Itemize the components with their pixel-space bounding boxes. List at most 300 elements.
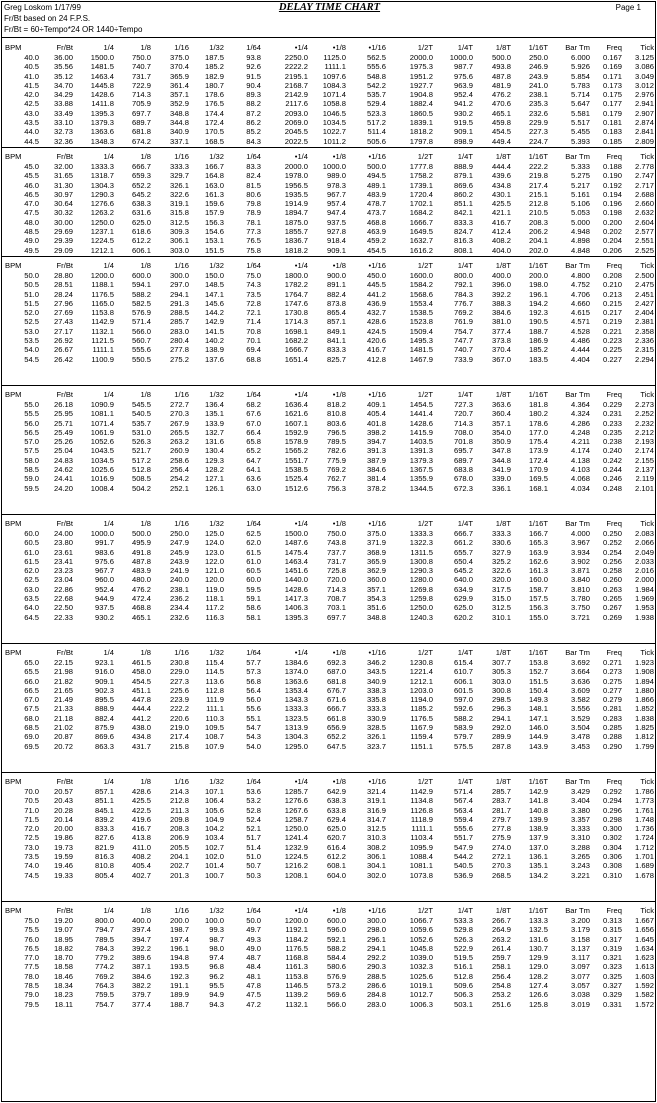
column-header: 1/8 bbox=[140, 43, 151, 52]
table-cell: 412.4 bbox=[491, 227, 511, 237]
table-row bbox=[2, 53, 655, 62]
table-cell: 115.4 bbox=[205, 658, 224, 667]
table-cell: 114.5 bbox=[205, 667, 224, 677]
table-cell: 505.6 bbox=[366, 136, 386, 146]
table-cell: 267.9 bbox=[169, 418, 189, 428]
column-header: •1/4 bbox=[294, 648, 308, 657]
column-header: 1/4T bbox=[457, 43, 473, 52]
table-cell: 645.2 bbox=[453, 566, 473, 576]
block-divider bbox=[2, 772, 655, 773]
table-cell: 75.0 bbox=[246, 271, 261, 280]
table-cell: 52.8 bbox=[246, 805, 261, 815]
table-cell: 290.3 bbox=[366, 962, 386, 972]
column-header: 1/8 bbox=[140, 648, 151, 657]
table-cell: 19.07 bbox=[53, 925, 73, 935]
table-cell: 1428.6 bbox=[409, 418, 433, 428]
table-cell: 1415.9 bbox=[409, 427, 433, 437]
table-row bbox=[2, 723, 655, 732]
table-cell: 270.3 bbox=[169, 409, 189, 419]
table-cell: 20.14 bbox=[53, 814, 73, 824]
table-cell: 265.5 bbox=[169, 427, 189, 437]
table-cell: 200.0 bbox=[528, 271, 548, 280]
table-cell: 336.1 bbox=[491, 483, 511, 493]
table-cell: 47.0 bbox=[24, 199, 39, 209]
table-cell: 714.3 bbox=[326, 584, 346, 594]
table-cell: 1.761 bbox=[634, 805, 654, 815]
table-cell: 642.9 bbox=[326, 787, 346, 796]
table-cell: 666.7 bbox=[131, 162, 151, 171]
table-cell: 252.1 bbox=[169, 483, 189, 493]
table-cell: 1682.2 bbox=[284, 336, 308, 346]
table-cell: 1353.4 bbox=[284, 685, 308, 695]
table-cell: 292.2 bbox=[366, 953, 386, 963]
table-cell: 119.0 bbox=[205, 584, 224, 594]
table-cell: 72.0 bbox=[24, 824, 39, 834]
table-cell: 2.294 bbox=[634, 354, 654, 364]
table-cell: 1391.3 bbox=[409, 446, 433, 456]
table-cell: 1184.2 bbox=[285, 934, 308, 944]
table-cell: 1142.9 bbox=[410, 787, 433, 796]
table-cell: 157.5 bbox=[528, 594, 548, 604]
table-cell: 53.0 bbox=[24, 326, 39, 336]
table-cell: 563.4 bbox=[453, 805, 473, 815]
table-cell: 851.1 bbox=[453, 199, 473, 209]
table-cell: 567.4 bbox=[453, 796, 473, 806]
table-cell: 146.0 bbox=[528, 723, 548, 733]
table-cell: 317.5 bbox=[491, 584, 511, 594]
table-cell: 210.5 bbox=[528, 208, 548, 218]
table-cell: 701.8 bbox=[453, 437, 473, 447]
column-header: 1/8T bbox=[495, 519, 511, 528]
table-cell: 227.3 bbox=[169, 676, 189, 686]
table-cell: 1.923 bbox=[634, 658, 654, 667]
table-cell: 62.5 bbox=[246, 529, 261, 538]
table-cell: 169.5 bbox=[528, 474, 548, 484]
column-header: Freq bbox=[606, 648, 622, 657]
table-cell: 416.7 bbox=[366, 345, 386, 355]
table-cell: 68.5 bbox=[24, 723, 39, 733]
table-cell: 192.3 bbox=[528, 308, 548, 318]
column-header: 1/2T bbox=[417, 152, 433, 161]
table-cell: 348.8 bbox=[169, 108, 189, 118]
table-cell: 849.1 bbox=[326, 326, 346, 336]
table-cell: 180.7 bbox=[204, 80, 224, 90]
column-header: Fr/Bt bbox=[56, 152, 73, 161]
header-row bbox=[2, 648, 655, 658]
table-cell: 0.327 bbox=[602, 981, 622, 991]
table-cell: 32.36 bbox=[53, 136, 73, 146]
table-cell: 394.7 bbox=[131, 934, 151, 944]
table-cell: 26.42 bbox=[53, 354, 73, 364]
table-cell: 77.0 bbox=[24, 953, 39, 963]
table-cell: 215.1 bbox=[528, 189, 548, 199]
table-cell: 71.0 bbox=[24, 805, 39, 815]
table-cell: 72.8 bbox=[246, 298, 261, 308]
table-cell: 79.5 bbox=[24, 999, 39, 1009]
table-cell: 4.324 bbox=[570, 409, 590, 419]
table-cell: 0.248 bbox=[602, 483, 622, 493]
table-cell: 1032.3 bbox=[409, 962, 433, 972]
table-cell: 76.0 bbox=[24, 934, 39, 944]
delay-table bbox=[2, 152, 655, 255]
table-cell: 132.7 bbox=[204, 427, 224, 437]
table-cell: 0.304 bbox=[602, 842, 622, 852]
table-cell: 0.252 bbox=[602, 538, 622, 548]
table-cell: 416.7 bbox=[491, 217, 511, 227]
table-cell: 126.1 bbox=[204, 483, 224, 493]
header-divider bbox=[2, 37, 655, 38]
table-cell: 1451.6 bbox=[284, 566, 308, 576]
table-cell: 20.00 bbox=[53, 824, 73, 834]
table-cell: 107.9 bbox=[204, 741, 224, 751]
table-cell: 66.0 bbox=[24, 676, 39, 686]
table-row bbox=[2, 446, 655, 455]
table-cell: 168.5 bbox=[204, 136, 224, 146]
table-row bbox=[2, 953, 655, 962]
table-cell: 2.336 bbox=[634, 336, 654, 346]
table-cell: 573.2 bbox=[326, 981, 346, 991]
table-cell: 638.3 bbox=[131, 199, 151, 209]
table-cell: 1.645 bbox=[634, 934, 654, 944]
table-cell: 110.3 bbox=[205, 713, 224, 723]
table-cell: 1417.3 bbox=[284, 594, 308, 604]
table-cell: 354.0 bbox=[491, 427, 511, 437]
table-cell: 58.5 bbox=[24, 465, 39, 475]
table-cell: 582.5 bbox=[131, 298, 151, 308]
table-cell: 1.689 bbox=[634, 861, 654, 871]
table-cell: 5.217 bbox=[570, 180, 590, 190]
column-header: •1/16 bbox=[368, 390, 386, 399]
table-cell: 0.192 bbox=[602, 180, 622, 190]
table-cell: 234.4 bbox=[169, 603, 189, 613]
table-cell: 229.0 bbox=[169, 667, 189, 677]
table-cell: 5.000 bbox=[570, 217, 590, 227]
table-cell: 240.0 bbox=[169, 575, 189, 585]
table-cell: 0.215 bbox=[602, 298, 622, 308]
table-cell: 652.2 bbox=[131, 180, 151, 190]
table-cell: 294.1 bbox=[491, 713, 511, 723]
table-cell: 45.0 bbox=[24, 162, 39, 171]
table-cell: 25.04 bbox=[53, 446, 73, 456]
table-cell: 425.5 bbox=[491, 199, 511, 209]
table-cell: 1584.2 bbox=[409, 280, 433, 290]
table-cell: 1875.0 bbox=[284, 217, 308, 227]
table-cell: 2.717 bbox=[634, 180, 654, 190]
table-cell: 1592.9 bbox=[284, 427, 308, 437]
table-row bbox=[2, 336, 655, 345]
table-cell: 18.95 bbox=[53, 934, 73, 944]
table-row bbox=[2, 557, 655, 566]
column-header: •1/4 bbox=[294, 43, 308, 52]
header-row bbox=[2, 261, 655, 271]
column-header: •1/4 bbox=[294, 261, 308, 270]
table-cell: 2250.0 bbox=[284, 53, 308, 62]
table-cell: 69.4 bbox=[246, 345, 261, 355]
table-cell: 333.3 bbox=[366, 704, 386, 714]
table-cell: 930.2 bbox=[453, 108, 473, 118]
table-cell: 1836.7 bbox=[284, 236, 308, 246]
table-cell: 272.1 bbox=[491, 852, 511, 862]
column-header: 1/4 bbox=[103, 43, 114, 52]
table-cell: 391.3 bbox=[366, 446, 386, 456]
table-row bbox=[2, 280, 655, 289]
delay-table bbox=[2, 777, 655, 880]
table-cell: 708.7 bbox=[326, 594, 346, 604]
table-cell: 571.4 bbox=[453, 787, 473, 796]
table-cell: 77.5 bbox=[24, 962, 39, 972]
table-cell: 1730.8 bbox=[284, 308, 308, 318]
table-cell: 45.5 bbox=[24, 171, 39, 181]
table-cell: 424.5 bbox=[366, 326, 386, 336]
table-cell: 3.077 bbox=[570, 971, 590, 981]
column-header: Fr/Bt bbox=[56, 906, 73, 915]
table-cell: 296.3 bbox=[491, 704, 511, 714]
table-cell: 288.5 bbox=[169, 308, 189, 318]
column-header: Bar Tm bbox=[565, 390, 590, 399]
table-cell: 1.838 bbox=[634, 713, 654, 723]
column-header: Tick bbox=[640, 906, 654, 915]
table-cell: 1739.1 bbox=[409, 180, 433, 190]
table-cell: 902.3 bbox=[94, 685, 114, 695]
block-divider bbox=[2, 901, 655, 902]
table-cell: 19.86 bbox=[53, 833, 73, 843]
table-cell: 4.948 bbox=[570, 227, 590, 237]
table-cell: 22.68 bbox=[53, 594, 73, 604]
table-cell: 264.9 bbox=[491, 925, 511, 935]
table-cell: 137.0 bbox=[528, 842, 548, 852]
table-cell: 762.7 bbox=[326, 474, 346, 484]
table-cell: 487.8 bbox=[131, 556, 151, 566]
table-cell: 1058.8 bbox=[322, 99, 346, 109]
column-header: 1/64 bbox=[246, 43, 261, 52]
table-cell: 68.8 bbox=[246, 354, 261, 364]
table-cell: 18.58 bbox=[53, 962, 73, 972]
table-cell: 63.0 bbox=[246, 483, 261, 493]
table-cell: 21.82 bbox=[53, 676, 73, 686]
table-cell: 1052.6 bbox=[409, 934, 433, 944]
table-cell: 232.6 bbox=[528, 108, 548, 118]
table-row bbox=[2, 456, 655, 465]
table-cell: 1764.7 bbox=[284, 289, 308, 299]
table-cell: 1525.4 bbox=[284, 474, 308, 484]
table-cell: 253.2 bbox=[491, 990, 511, 1000]
table-cell: 19.73 bbox=[53, 842, 73, 852]
table-cell: 550.5 bbox=[131, 354, 151, 364]
table-cell: 159.6 bbox=[204, 199, 224, 209]
table-cell: 74.0 bbox=[24, 861, 39, 871]
header-row bbox=[2, 390, 655, 400]
table-cell: 0.169 bbox=[602, 62, 622, 72]
column-header: Bar Tm bbox=[565, 906, 590, 915]
table-cell: 857.1 bbox=[94, 787, 114, 796]
table-cell: 174.4 bbox=[204, 108, 224, 118]
table-cell: 70.5 bbox=[24, 796, 39, 806]
table-cell: 1333.3 bbox=[409, 529, 433, 538]
column-header: 1/16T bbox=[528, 390, 548, 399]
table-cell: 747.7 bbox=[453, 336, 473, 346]
table-row bbox=[2, 538, 655, 547]
table-cell: 408.2 bbox=[131, 852, 151, 862]
table-cell: 5.275 bbox=[570, 171, 590, 181]
table-cell: 3.265 bbox=[570, 852, 590, 862]
table-cell: 365.9 bbox=[366, 556, 386, 566]
column-header: 1/2T bbox=[417, 390, 433, 399]
table-cell: 144.9 bbox=[528, 732, 548, 742]
table-cell: 4.034 bbox=[570, 483, 590, 493]
table-cell: 967.7 bbox=[326, 189, 346, 199]
delay-table bbox=[2, 906, 655, 1009]
table-cell: 55.1 bbox=[246, 713, 261, 723]
table-cell: 28.24 bbox=[53, 289, 73, 299]
table-cell: 365.9 bbox=[169, 71, 189, 81]
table-cell: 592.1 bbox=[326, 934, 346, 944]
delay-table bbox=[2, 648, 655, 751]
table-cell: 104.9 bbox=[204, 814, 224, 824]
table-cell: 571.4 bbox=[131, 317, 151, 327]
table-cell: 692.3 bbox=[326, 658, 346, 667]
table-cell: 82.4 bbox=[246, 171, 261, 181]
table-cell: 898.9 bbox=[453, 136, 473, 146]
table-cell: 865.4 bbox=[326, 308, 346, 318]
table-cell: 172.4 bbox=[528, 455, 548, 465]
table-cell: 18.70 bbox=[53, 953, 73, 963]
table-cell: 3.179 bbox=[570, 925, 590, 935]
table-cell: 1500.0 bbox=[284, 529, 308, 538]
table-cell: 612.2 bbox=[326, 852, 346, 862]
table-cell: 26.67 bbox=[53, 345, 73, 355]
table-cell: 400.0 bbox=[491, 271, 511, 280]
column-header: 1/16T bbox=[528, 152, 548, 161]
table-cell: 1509.4 bbox=[409, 326, 433, 336]
table-cell: 2.000 bbox=[634, 575, 654, 585]
table-cell: 1.880 bbox=[634, 685, 654, 695]
table-cell: 687.0 bbox=[326, 667, 346, 677]
table-cell: 0.240 bbox=[602, 446, 622, 456]
table-cell: 1165.0 bbox=[91, 298, 114, 308]
table-cell: 588.2 bbox=[453, 713, 473, 723]
table-cell: 112.8 bbox=[205, 685, 224, 695]
table-cell: 1159.4 bbox=[410, 732, 433, 742]
chart-page bbox=[1, 1, 656, 1102]
table-cell: 194.8 bbox=[169, 953, 189, 963]
table-cell: 357.1 bbox=[491, 418, 511, 428]
table-cell: 111.9 bbox=[206, 695, 224, 705]
table-cell: 63.0 bbox=[24, 584, 39, 594]
table-cell: 327.9 bbox=[491, 547, 511, 557]
table-cell: 57.5 bbox=[24, 446, 39, 456]
column-header: •1/8 bbox=[332, 648, 346, 657]
table-cell: 397.4 bbox=[131, 925, 151, 935]
table-cell: 1782.2 bbox=[284, 280, 308, 290]
table-row bbox=[2, 474, 655, 483]
table-cell: 100.0 bbox=[204, 916, 224, 925]
table-cell: 54.7 bbox=[246, 723, 261, 733]
table-cell: 705.9 bbox=[131, 99, 151, 109]
table-cell: 32.00 bbox=[53, 162, 73, 171]
column-header: BPM bbox=[5, 906, 22, 915]
table-cell: 157.9 bbox=[204, 208, 224, 218]
table-cell: 1649.5 bbox=[409, 227, 433, 237]
table-cell: 1153.8 bbox=[91, 308, 114, 318]
column-header: BPM bbox=[5, 519, 22, 528]
column-header: •1/4 bbox=[294, 519, 308, 528]
table-cell: 1304.3 bbox=[284, 732, 308, 742]
header-row bbox=[2, 777, 655, 787]
table-cell: 2.451 bbox=[634, 289, 654, 299]
table-cell: 144.2 bbox=[204, 308, 224, 318]
table-cell: 1311.5 bbox=[410, 547, 433, 557]
table-cell: 288.5 bbox=[366, 971, 386, 981]
table-cell: 1720.4 bbox=[409, 189, 433, 199]
table-cell: 375.0 bbox=[169, 53, 189, 62]
column-header: 1/16T bbox=[528, 261, 548, 270]
column-header: 1/8T bbox=[495, 43, 511, 52]
table-cell: 305.3 bbox=[491, 667, 511, 677]
table-cell: 222.2 bbox=[528, 162, 548, 171]
column-header: •1/4 bbox=[294, 906, 308, 915]
table-cell: 84.3 bbox=[246, 136, 261, 146]
table-cell: 697.7 bbox=[131, 108, 151, 118]
table-cell: 68.2 bbox=[246, 400, 261, 409]
table-cell: 387.9 bbox=[366, 455, 386, 465]
table-cell: 1616.2 bbox=[409, 245, 433, 255]
table-cell: 60.5 bbox=[246, 566, 261, 576]
table-cell: 339.0 bbox=[491, 474, 511, 484]
column-header: 1/8T bbox=[495, 906, 511, 915]
table-cell: 978.3 bbox=[326, 180, 346, 190]
table-cell: 1.667 bbox=[634, 916, 654, 925]
table-cell: 197.4 bbox=[169, 934, 189, 944]
table-cell: 743.8 bbox=[326, 538, 346, 548]
table-cell: 206.2 bbox=[528, 227, 548, 237]
table-block bbox=[2, 777, 655, 880]
table-cell: 124.0 bbox=[204, 538, 224, 548]
column-header: 1/2T bbox=[417, 519, 433, 528]
table-cell: 326.1 bbox=[169, 180, 189, 190]
table-cell: 5.714 bbox=[570, 90, 590, 100]
table-cell: 1034.5 bbox=[90, 455, 114, 465]
table-cell: 869.6 bbox=[453, 180, 473, 190]
table-cell: 754.7 bbox=[453, 326, 473, 336]
table-cell: 562.5 bbox=[366, 53, 386, 62]
table-cell: 989.0 bbox=[326, 171, 346, 181]
table-cell: 937.5 bbox=[94, 603, 114, 613]
table-row bbox=[2, 199, 655, 208]
table-cell: 3.049 bbox=[634, 71, 654, 81]
table-cell: 882.4 bbox=[326, 289, 346, 299]
table-cell: 2.273 bbox=[634, 400, 654, 409]
table-cell: 1333.3 bbox=[284, 704, 308, 714]
table-cell: 102.0 bbox=[204, 852, 224, 862]
table-cell: 759.5 bbox=[94, 990, 114, 1000]
table-cell: 0.271 bbox=[602, 658, 622, 667]
column-header: 1/32 bbox=[209, 648, 224, 657]
table-cell: 447.8 bbox=[131, 695, 151, 705]
table-cell: 147.1 bbox=[528, 713, 548, 723]
table-cell: 1084.3 bbox=[322, 80, 346, 90]
table-cell: 769.2 bbox=[453, 308, 473, 318]
basis-note: Fr/Bt based on 24 F.P.S. bbox=[4, 14, 91, 23]
table-cell: 2093.0 bbox=[284, 108, 308, 118]
table-row bbox=[2, 327, 655, 336]
table-cell: 319.1 bbox=[366, 796, 386, 806]
table-cell: 944.9 bbox=[94, 594, 114, 604]
table-cell: 879.1 bbox=[453, 171, 473, 181]
table-cell: 79.8 bbox=[246, 199, 261, 209]
table-cell: 61.5 bbox=[246, 547, 261, 557]
table-row bbox=[2, 208, 655, 217]
table-cell: 76.5 bbox=[246, 236, 261, 246]
